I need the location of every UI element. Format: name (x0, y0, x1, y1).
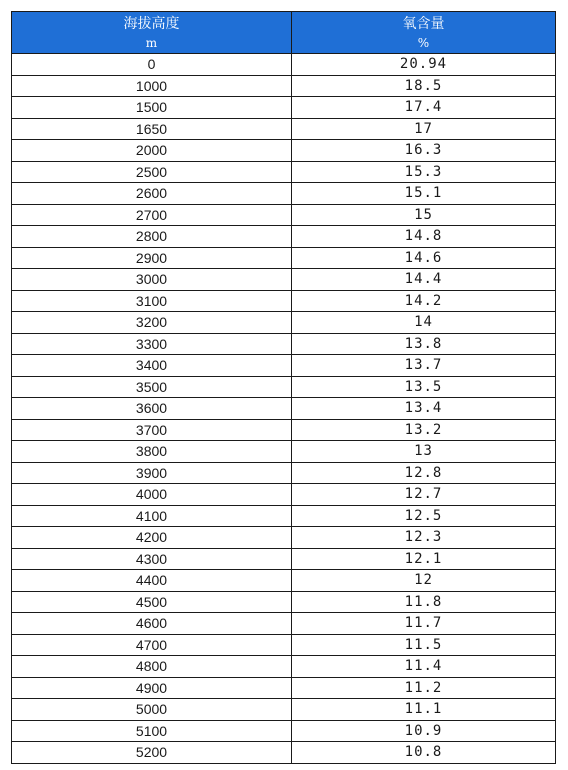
oxygen-cell: 11.2 (292, 677, 556, 699)
table-row (12, 441, 556, 463)
table-row (12, 75, 556, 97)
table-row (12, 720, 556, 742)
altitude-cell: 4800 (12, 656, 292, 678)
altitude-cell: 4200 (12, 527, 292, 549)
altitude-cell: 3000 (12, 269, 292, 291)
header-oxygen-unit: % (417, 35, 430, 50)
altitude-cell: 3800 (12, 441, 292, 463)
table-body (12, 54, 556, 764)
table-row (12, 226, 556, 248)
table-row (12, 699, 556, 721)
table-row (12, 656, 556, 678)
table-row (12, 634, 556, 656)
table-row (12, 355, 556, 377)
oxygen-cell: 14.6 (292, 247, 556, 269)
oxygen-cell: 11.7 (292, 613, 556, 635)
header-oxygen (292, 12, 556, 54)
altitude-cell: 2500 (12, 161, 292, 183)
altitude-cell: 5100 (12, 720, 292, 742)
table-row (12, 462, 556, 484)
header-altitude (12, 12, 292, 54)
oxygen-cell: 11.1 (292, 699, 556, 721)
altitude-cell: 1000 (12, 75, 292, 97)
table-row (12, 204, 556, 226)
altitude-cell: 3900 (12, 462, 292, 484)
altitude-cell: 3500 (12, 376, 292, 398)
altitude-cell: 3400 (12, 355, 292, 377)
oxygen-cell: 13.2 (292, 419, 556, 441)
table-row (12, 161, 556, 183)
altitude-cell: 5000 (12, 699, 292, 721)
oxygen-cell: 13.5 (292, 376, 556, 398)
table-row (12, 269, 556, 291)
table-row (12, 613, 556, 635)
table-row (12, 548, 556, 570)
header-altitude-unit: m (145, 35, 158, 50)
oxygen-cell: 12.8 (292, 462, 556, 484)
header-row (12, 12, 556, 54)
table-row (12, 333, 556, 355)
altitude-cell: 2700 (12, 204, 292, 226)
altitude-cell: 4700 (12, 634, 292, 656)
table-row (12, 54, 556, 76)
oxygen-cell: 13.8 (292, 333, 556, 355)
altitude-cell: 1500 (12, 97, 292, 119)
table-row (12, 247, 556, 269)
table-row (12, 290, 556, 312)
oxygen-cell: 12.1 (292, 548, 556, 570)
table-row (12, 312, 556, 334)
altitude-cell: 4900 (12, 677, 292, 699)
oxygen-cell: 15.1 (292, 183, 556, 205)
oxygen-cell: 17 (292, 118, 556, 140)
oxygen-cell: 11.5 (292, 634, 556, 656)
altitude-cell: 3200 (12, 312, 292, 334)
table-row (12, 505, 556, 527)
oxygen-cell: 10.9 (292, 720, 556, 742)
oxygen-cell: 18.5 (292, 75, 556, 97)
oxygen-cell: 20.94 (292, 54, 556, 76)
altitude-cell: 4400 (12, 570, 292, 592)
altitude-cell: 3700 (12, 419, 292, 441)
altitude-cell: 4100 (12, 505, 292, 527)
altitude-cell: 3600 (12, 398, 292, 420)
oxygen-cell: 17.4 (292, 97, 556, 119)
altitude-oxygen-table (11, 11, 556, 764)
oxygen-cell: 12.7 (292, 484, 556, 506)
table-row (12, 97, 556, 119)
table-row (12, 398, 556, 420)
header-oxygen-label: 氧含量 (402, 15, 445, 32)
oxygen-cell: 11.4 (292, 656, 556, 678)
table-row (12, 742, 556, 764)
header-altitude-label: 海拔高度 (123, 15, 180, 32)
oxygen-cell: 14 (292, 312, 556, 334)
table-row (12, 484, 556, 506)
table-row (12, 118, 556, 140)
table-row (12, 527, 556, 549)
oxygen-cell: 14.4 (292, 269, 556, 291)
altitude-cell: 1650 (12, 118, 292, 140)
oxygen-cell: 11.8 (292, 591, 556, 613)
altitude-cell: 2800 (12, 226, 292, 248)
oxygen-cell: 13 (292, 441, 556, 463)
table-row (12, 677, 556, 699)
altitude-cell: 0 (12, 54, 292, 76)
table-row (12, 140, 556, 162)
altitude-cell: 4000 (12, 484, 292, 506)
oxygen-cell: 15.3 (292, 161, 556, 183)
oxygen-cell: 14.8 (292, 226, 556, 248)
altitude-cell: 4600 (12, 613, 292, 635)
altitude-cell: 5200 (12, 742, 292, 764)
altitude-cell: 2900 (12, 247, 292, 269)
oxygen-cell: 13.4 (292, 398, 556, 420)
oxygen-cell: 12.3 (292, 527, 556, 549)
oxygen-cell: 14.2 (292, 290, 556, 312)
altitude-cell: 4300 (12, 548, 292, 570)
altitude-cell: 2000 (12, 140, 292, 162)
table-row (12, 183, 556, 205)
altitude-cell: 3300 (12, 333, 292, 355)
table-row (12, 419, 556, 441)
altitude-cell: 4500 (12, 591, 292, 613)
altitude-cell: 3100 (12, 290, 292, 312)
oxygen-cell: 16.3 (292, 140, 556, 162)
table-row (12, 376, 556, 398)
table-row (12, 570, 556, 592)
oxygen-cell: 13.7 (292, 355, 556, 377)
altitude-cell: 2600 (12, 183, 292, 205)
oxygen-cell: 10.8 (292, 742, 556, 764)
oxygen-cell: 12 (292, 570, 556, 592)
table-row (12, 591, 556, 613)
oxygen-cell: 12.5 (292, 505, 556, 527)
table-header (12, 12, 556, 54)
oxygen-cell: 15 (292, 204, 556, 226)
